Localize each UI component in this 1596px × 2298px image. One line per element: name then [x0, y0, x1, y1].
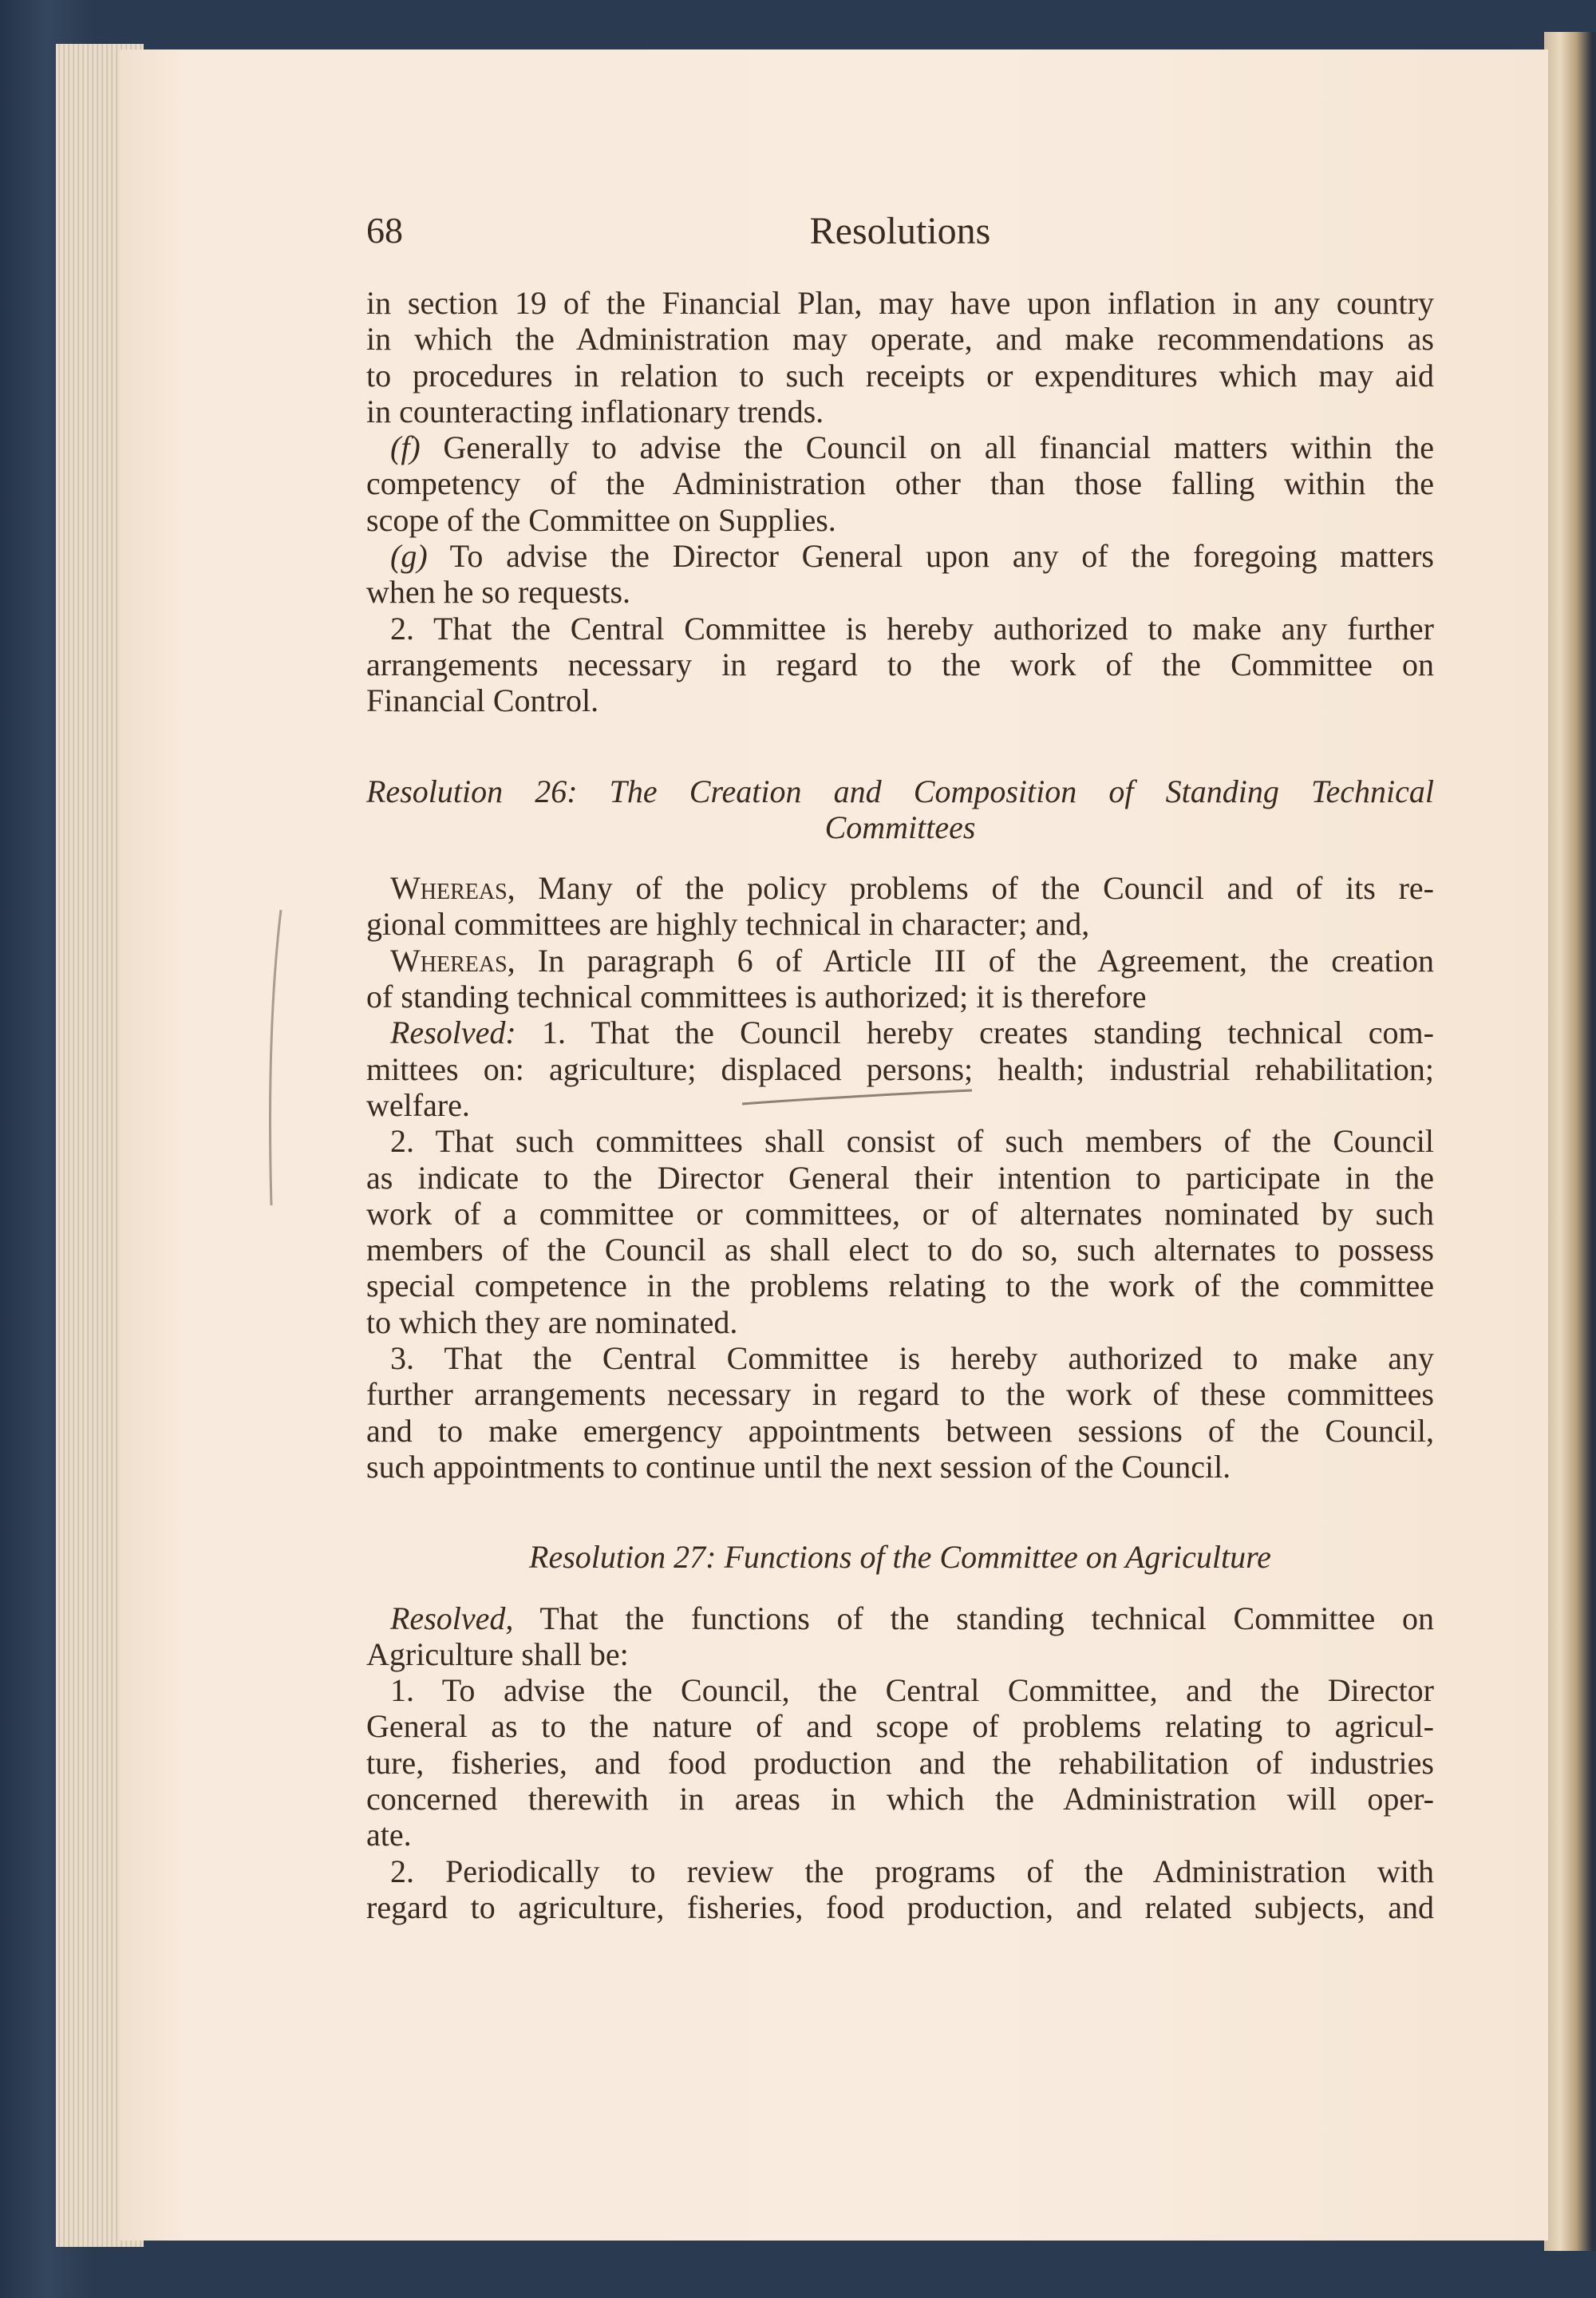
line-text: General as to the nature of and scope of problems relating to agricul- — [366, 1708, 1434, 1745]
text-line — [366, 647, 1434, 682]
text-line — [366, 906, 1434, 942]
line-text: Many of the policy problems of the Council and of its re- — [515, 870, 1434, 907]
italic-text: Resolution 27: Functions of the Committee on Agriculture — [529, 1539, 1271, 1576]
text-line — [366, 429, 1434, 465]
text-line — [366, 1853, 1434, 1889]
text-line — [366, 321, 1434, 357]
section-gap — [366, 1485, 1434, 1539]
line-text: to which they are nominated. — [366, 1303, 738, 1340]
text-line — [366, 1817, 1434, 1853]
line-text: concerned therewith in areas in which the Administration will oper- — [366, 1780, 1434, 1817]
line-text: in counteracting inflationary trends. — [366, 393, 824, 429]
line-text: as indicate to the Director General their intention to participate in the — [366, 1159, 1434, 1196]
text-line — [366, 465, 1434, 501]
line-text: 2. That such committees shall consist of such members of the Council — [390, 1123, 1434, 1160]
text-line — [366, 1051, 1434, 1087]
line-text: special competence in the problems relating to the work of the committee — [366, 1268, 1434, 1304]
line-text: That the functions of the standing technical Committee on — [513, 1600, 1434, 1636]
heading-line — [366, 809, 1434, 845]
resolution-heading — [366, 1539, 1434, 1575]
text-line — [366, 682, 1434, 718]
text-line — [366, 611, 1434, 647]
line-text: Financial Control. — [366, 682, 599, 719]
text-line — [366, 1376, 1434, 1412]
line-text: gional committees are highly technical in character; and, — [366, 906, 1090, 943]
line-text: ture, fisheries, and food production and the rehabilitation of industries — [366, 1744, 1434, 1781]
text-line — [366, 538, 1434, 574]
right-page-edge — [1544, 32, 1596, 2251]
line-text: ate. — [366, 1817, 412, 1853]
line-text: mittees on: agriculture; displaced persons; health; industrial rehabilitation; — [366, 1050, 1434, 1087]
heading-line — [366, 773, 1434, 809]
text-line — [366, 1123, 1434, 1159]
line-text: in section 19 of the Financial Plan, may have upon inflation in any country — [366, 285, 1434, 321]
line-text: competency of the Administration other than those falling within the — [366, 465, 1434, 502]
text-line — [366, 1781, 1434, 1817]
line-text: in which the Administration may operate, and make recommendations as — [366, 321, 1434, 358]
page-number: 68 — [366, 210, 403, 251]
line-text: 2. Periodically to review the programs of the Administration with — [390, 1853, 1434, 1889]
text-line — [366, 943, 1434, 979]
paragraph-block — [366, 870, 1434, 1485]
line-text: arrangements necessary in regard to the work of the Committee on — [366, 646, 1434, 682]
small-caps-lead: Whereas, — [390, 870, 516, 907]
page-header — [366, 209, 1434, 257]
italic-text: Resolved, — [390, 1600, 514, 1636]
paragraph-block — [366, 1600, 1434, 1926]
text-line — [366, 1708, 1434, 1744]
text-line — [366, 1304, 1434, 1340]
line-text: In paragraph 6 of Article III of the Agreement, the creation — [515, 942, 1434, 979]
text-line — [366, 394, 1434, 429]
body-text — [366, 285, 1434, 1925]
line-text: scope of the Committee on Supplies. — [366, 501, 836, 538]
italic-text: Committees — [824, 809, 976, 845]
line-text: further arrangements necessary in regard to the work of these committees — [366, 1376, 1434, 1413]
italic-text: Resolution 26: The Creation and Composition of Standing Technical — [366, 773, 1434, 809]
heading-line — [366, 1539, 1434, 1575]
line-text: work of a committee or committees, or of alternates nominated by such — [366, 1195, 1434, 1232]
text-line — [366, 1889, 1434, 1925]
text-line — [366, 1449, 1434, 1485]
line-text: 3. That the Central Committee is hereby authorized to make any — [390, 1340, 1434, 1377]
text-line — [366, 1087, 1434, 1123]
line-text: 1. To advise the Council, the Central Committee, and the Director — [390, 1672, 1434, 1709]
line-text: such appointments to continue until the next session of the Council. — [366, 1448, 1231, 1485]
section-gap — [366, 1576, 1434, 1600]
text-line — [366, 979, 1434, 1015]
line-text: 2. That the Central Committee is hereby authorized to make any further — [390, 610, 1434, 647]
resolution-heading — [366, 773, 1434, 846]
text-line — [366, 1600, 1434, 1636]
text-line — [366, 358, 1434, 394]
paragraph-block — [366, 285, 1434, 719]
text-line — [366, 1672, 1434, 1708]
line-text: members of the Council as shall elect to do so, such alternates to possess — [366, 1232, 1434, 1268]
text-line — [366, 502, 1434, 538]
text-line — [366, 1196, 1434, 1232]
line-text: when he so requests. — [366, 574, 631, 611]
text-line — [366, 1160, 1434, 1196]
line-text: of standing technical committees is authorized; it is therefore — [366, 979, 1147, 1015]
text-line — [366, 1745, 1434, 1781]
text-line — [366, 1340, 1434, 1376]
text-line — [366, 1232, 1434, 1268]
line-text: welfare. — [366, 1086, 470, 1123]
line-text: To advise the Director General upon any of the foregoing matters — [427, 538, 1434, 575]
line-text: Generally to advise the Council on all financial matters within the — [420, 429, 1434, 466]
section-gap — [366, 719, 1434, 773]
line-text: Agriculture shall be: — [366, 1635, 629, 1672]
section-gap — [366, 845, 1434, 870]
text-line — [366, 1413, 1434, 1449]
text-line — [366, 574, 1434, 610]
text-line — [366, 870, 1434, 906]
line-text: 1. That the Council hereby creates standing technical com- — [516, 1015, 1434, 1051]
text-line — [366, 285, 1434, 321]
line-text: to procedures in relation to such receipts or expenditures which may aid — [366, 357, 1434, 394]
line-text: and to make emergency appointments between sessions of the Council, — [366, 1412, 1434, 1449]
italic-text: (f) — [390, 429, 421, 466]
text-line — [366, 1268, 1434, 1303]
line-text: regard to agriculture, fisheries, food production, and related subjects, and — [366, 1889, 1434, 1925]
italic-text: (g) — [390, 538, 428, 575]
italic-text: Resolved: — [390, 1015, 516, 1051]
text-line — [366, 1015, 1434, 1050]
running-head: Resolutions — [809, 210, 991, 252]
text-line — [366, 1636, 1434, 1672]
small-caps-lead: Whereas, — [390, 942, 516, 979]
